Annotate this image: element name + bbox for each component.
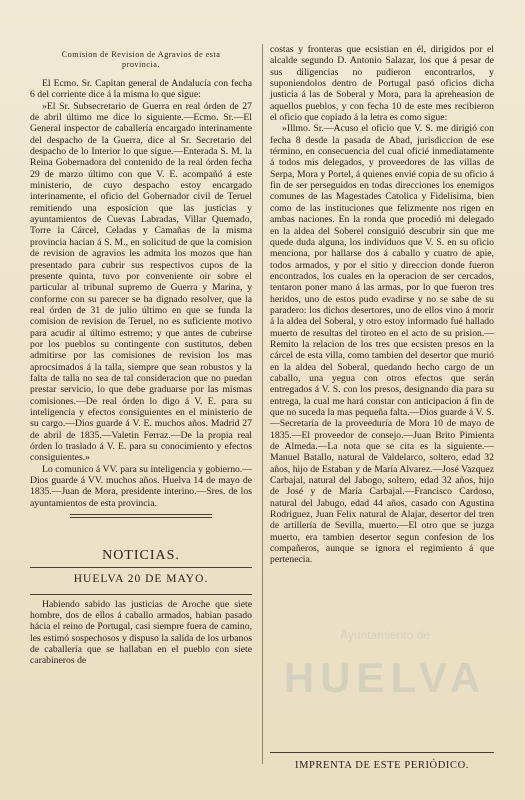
aroche-paragraph: Habiendo sabido las justicias de Aroche que siete hombre, dos de ellos á caballo armados, habian pasado hácia el reino de Portugal, casi siempre fuera de camino, les estimó sospechosos y dispuso la salida de los urbanos de caballería que se hallaban en el pueblo con siete carabineros de [30, 598, 252, 667]
notices-title: NOTICIAS. [102, 548, 180, 564]
dateline: HUELVA 20 DE MAYO. [73, 573, 209, 586]
notices-rule-top [30, 567, 252, 568]
watermark-line2: HUELVA [283, 654, 487, 701]
notices-rule-bottom [30, 594, 252, 595]
column-rule [262, 44, 263, 764]
section-divider [70, 514, 212, 518]
archive-watermark [280, 628, 490, 748]
commission-heading [30, 50, 252, 70]
commission-heading-line1: Comision de Revision de Agravios de esta [61, 50, 221, 59]
left-column [30, 44, 252, 667]
watermark-line1: Ayuntamiento de [340, 628, 430, 642]
continuation-paragraph: costas y fronteras que ecsistian en él, dirigidos por el alcalde segundo D. Antonio Salazar, los que á pesar de sus diligencias no pudieron encontrarlos, y suponiendolos dentro de Portugal pasó oficios dicha justicia á las de Soberal y Mora, para la apreheasion de aquellos pueblos, y con fecha 10 de este mes recibieron el oficio que copiado á la letra es como sigue: [270, 44, 494, 124]
publisher-imprint: IMPRENTA DE ESTE PERIÓDICO. [294, 760, 470, 771]
royal-order-paragraph: »El Sr. Subsecretario de Guerra en real órden de 27 de abril último me dice lo siguiente.—Ecmo. Sr.—El General inspector de caballería encargado interinamente del despacho de la Guerra, dice al Sr. Secretario del despacho de lo Interior lo que sigue.—Enterada S. M. la Reina Gobernadora del contenido de la real órden fecha 29 de marzo último con que V. E. acompañó á este ministerio, de cuyo despacho estoy encargado interinamente, el oficio del Gobernador civil de Teruel remitiendo una esposicion que las justicias y ayuntamientos de Cuevas Labradas, Villar Quemado, Torre la Cárcel, Celadas y Camañas de la misma provincia hacian á S. M., en solicitud de que la comision de revision de agravios les admita los mozos que han presentado para cubrir sus respectivos cupos de la presente quinta, tuvo por conveniente oir sobre el particular al tribunal supremo de Guerra y Marina, y conforme con su parecer se ha dignado resolver, que la real órden de 31 de julio último en que se funda la comision de revision de Teruel, no es suficiente motivo para acudir al último estremo; y que antes de cubrirse por los pueblos su contingente con sustitutos, deben admitirse por las comisiones de revision los mas aprocsimados á la talla, siempre que sean robustos y la falta de talla no sea de tal consideracion que no puedan prestar servicio, lo que debe graduarse por las mismas comisiones.—De real órden lo digo á V. E. para su inteligencia y efectos consiguientes en el ministerio de su cargo.—Dios guarde á V. E. muchos años. Madrid 27 de abril de 1835.—Valetin Ferraz.—De la propia real órden lo traslado á V. E. para su conocimiento y efectos consiguientes.» [30, 100, 252, 464]
right-column [270, 44, 494, 566]
intro-paragraph: El Ecmo. Sr. Capitan general de Andalucía con fecha 6 del corriente dice á la misma lo que sigue: [30, 78, 252, 101]
publisher-rule [270, 752, 494, 753]
communication-paragraph: Lo comunico á VV. para su inteligencia y gobierno.—Dios guarde á VV. muchos años. Huelva 14 de mayo de 1835.—Juan de Mora, presidente interino.—Sres. de los ayuntamientos de esta provincia. [30, 463, 252, 509]
commission-heading-line2: provincia. [122, 60, 160, 69]
letter-paragraph: »Illmo. Sr.—Acuso el oficio que V. S. me dirigió con fecha 8 desde la pasada de Abad, jurisdiccion de ese término, en consecuencia del cual oficié inmediatamente á todos mis delegados, y proveedores de las villas de Serpa, Mora y Portel, á quienes envié copia de su oficio á fin de ser perseguidos en todas direcciones los enemigos comunes de las Magestades Catolica y Fidelísima, bien como de las instituciones que felizmente nos rigen en ambas naciones. En la ronda que procedió mi delegado en la aldea del Soberel consiguió descubrir sin que me quede duda alguna, los individuos que V. S. en su oficio menciona, por hallarse dos á caballo y cuatro de apie, todos armados, y por el sitio y direccion donde fueron encontrados, los cuales en la operacion de ser cercados, tentaron poner mano á las armas, por lo que fueron tres heridos, uno de estos pudo evadirse y no se sabe de su paradero: los dichos desertores, uno de ellos vino á morir á la aldea del Soberal, y otro estoy informado fué hallado muerto de resultas del tiroteo en el acto de su prision.—Remito la relacion de los tres que ecsisten presos en la cárcel de esta villa, como tambien del desertor que murió en la aldea del Soberal, quedando hecho cargo de un caballo, una yegua con otros efectos que serán entregados á V. S. con los presos, designando dia para su entrega, la cual me hará constar con anticipacion á fin de que no suceda la mas pequeña falta.—Dios guarde á V. S.—Secretaría de la proveeduría de Mora 10 de mayo de 1835.—El proveedor de consejo.—Juan Brito Pimienta de Almeda.—La nota que se cita es la siguiente.—Manuel Batallo, natural de Valdelarco, soltero, edad 32 años, hijo de Estaban y de María Alvarez.—José Vazquez Carbajal, natural del Jabogo, soltero, edad 32 años, hijo de José y de María Carbajal.—Francisco Cardoso, natural del Jabugo, edad 44 años, casado con Agustina Rodriguez, Juan Felix natural de Alajar, desertor del tren de artillería de Sevilla, muerto.—El otro que se juzga muerto, era tambien desertor segun confesion de los compañeros, aunque se ignora el regimiento á que pertenecia. [270, 123, 494, 566]
